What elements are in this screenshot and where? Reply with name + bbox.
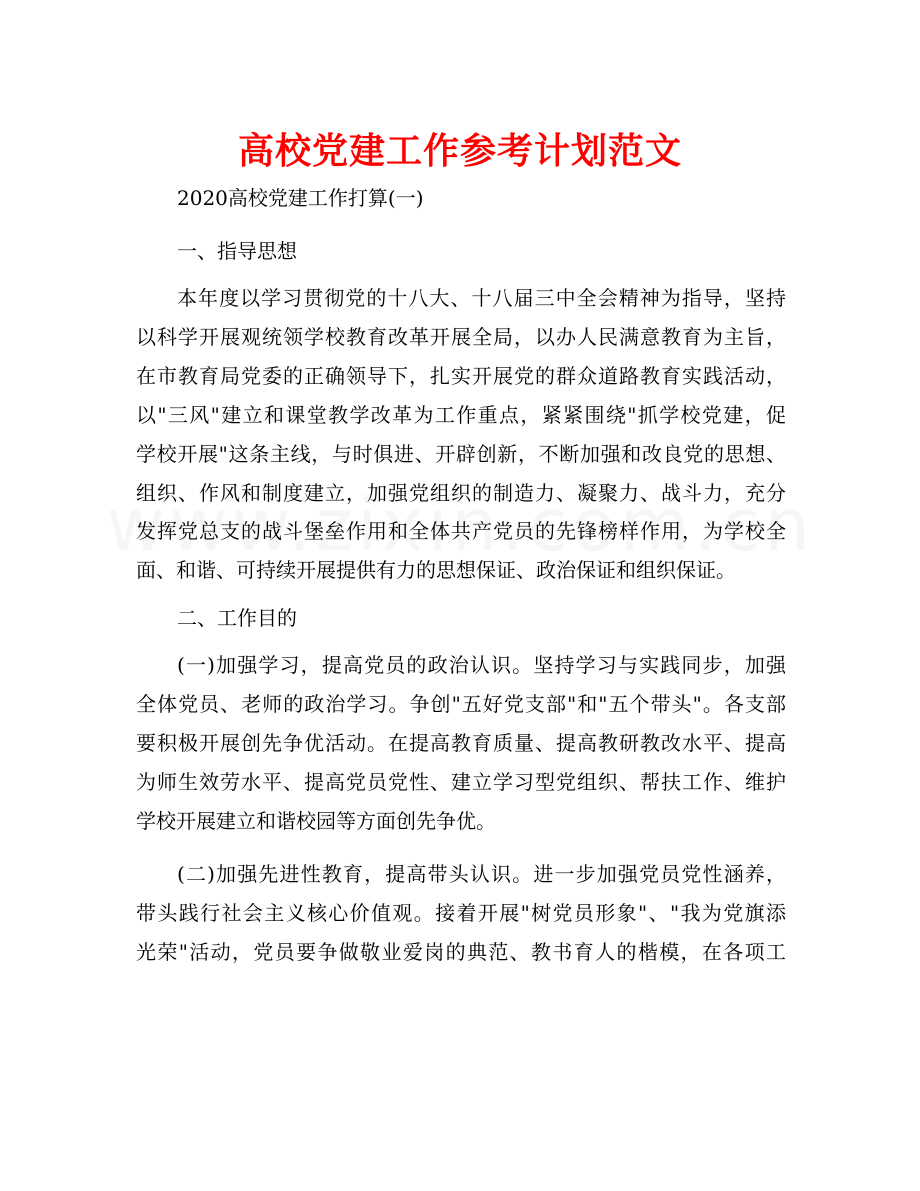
document-body	[136, 184, 786, 972]
document-subtitle: 2020高校党建工作打算(一)	[177, 186, 424, 210]
paragraph-item-1	[136, 646, 786, 841]
text-line: (二)加强先进性教育，提高带头认识。进一步加强党员党性涵养，	[177, 861, 786, 886]
text-line: 光荣"活动，党员要争做敬业爱岗的典范、教书育人的楷模，在各项工	[136, 939, 786, 964]
document-title: 高校党建工作参考计划范文	[237, 131, 682, 172]
text-line: (一)加强学习，提高党员的政治认识。坚持学习与实践同步，加强	[177, 653, 786, 678]
text-line: 以科学开展观统领学校教育改革开展全局，以办人民满意教育为主旨，	[136, 324, 786, 349]
text-line: 本年度以学习贯彻党的十八大、十八届三中全会精神为指导，坚持	[177, 286, 786, 310]
text-line: 带头践行社会主义核心价值观。接着开展"树党员形象"、"我为党旗添	[136, 900, 786, 925]
section-heading-guiding-thought: 一、指导思想	[177, 239, 297, 263]
text-line: 学校开展"这条主线，与时俱进、开辟创新，不断加强和改良党的思想、	[136, 441, 786, 466]
section-heading-work-goals: 二、工作目的	[177, 606, 297, 631]
paragraph-guiding-thought	[136, 279, 786, 590]
text-line: 全体党员、老师的政治学习。争创"五好党支部"和"五个带头"。各支部	[136, 692, 786, 717]
paragraph-item-2	[136, 855, 786, 972]
text-line: 学校开展建立和谐校园等方面创先争优。	[136, 808, 496, 833]
text-line: 组织、作风和制度建立，加强党组织的制造力、凝聚力、战斗力，充分	[136, 480, 786, 505]
text-line: 在市教育局党委的正确领导下，扎实开展党的群众道路教育实践活动，	[136, 363, 786, 388]
text-line: 为师生效劳水平、提高党员党性、建立学习型党组织、帮扶工作、维护	[136, 769, 786, 794]
text-line: 面、和谐、可持续开展提供有力的思想保证、政治保证和组织保证。	[136, 558, 736, 583]
text-line: 要积极开展创先争优活动。在提高教育质量、提高教研教改水平、提高	[136, 731, 786, 756]
text-line: 发挥党总支的战斗堡垒作用和全体共产党员的先锋榜样作用，为学校全	[136, 519, 786, 544]
text-line: 以"三风"建立和课堂教学改革为工作重点，紧紧围绕"抓学校党建，促	[136, 402, 786, 427]
